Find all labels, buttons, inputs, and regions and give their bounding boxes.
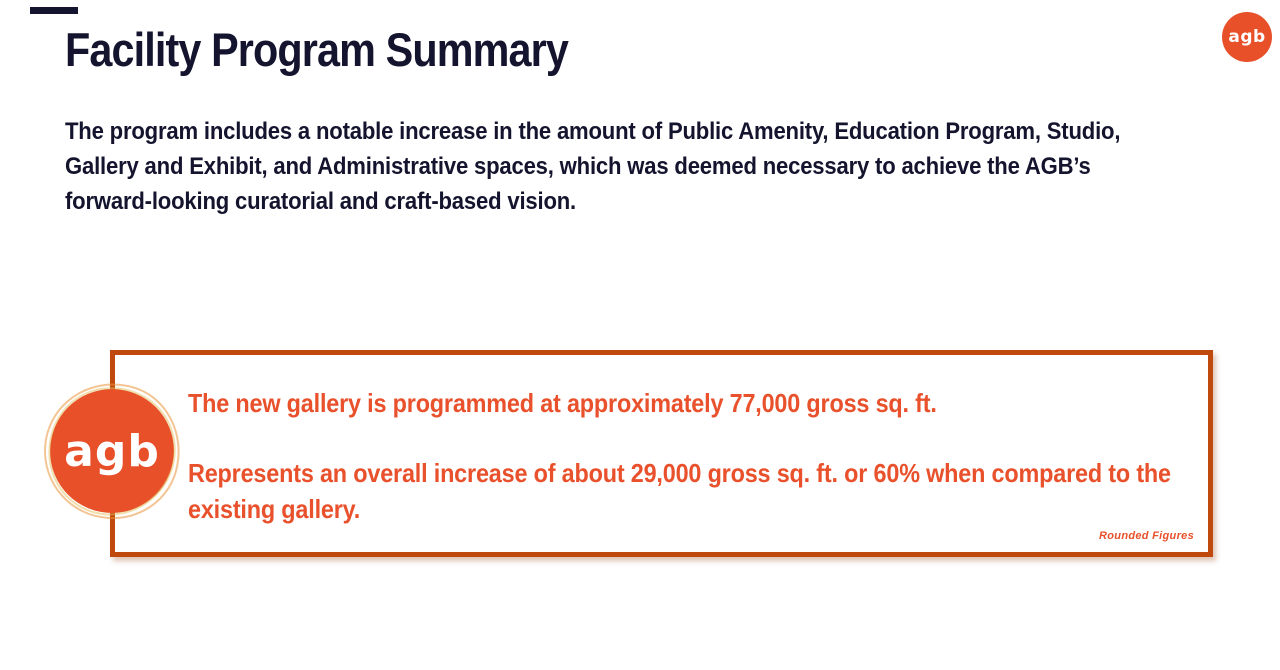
agb-logo-badge-text: agb [1228, 27, 1266, 47]
agb-logo-badge [1222, 12, 1272, 62]
callout-statement-2 [188, 455, 1280, 527]
intro-paragraph [65, 114, 1212, 219]
slide-edge-mark [30, 7, 78, 14]
callout-statement-2-line: Represents an overall increase of about 29,000 gross sq. ft. or 60% when compared to the [188, 458, 1171, 488]
callout-statement-2-line: existing gallery. [188, 494, 361, 524]
callout-statement-1-text: The new gallery is programmed at approximately 77,000 gross sq. ft. [188, 388, 937, 418]
rounded-figures-footnote: Rounded Figures [1099, 530, 1194, 542]
intro-line: The program includes a notable increase in the amount of Public Amenity, Education Program, Studio, [65, 118, 1121, 145]
callout-box [110, 350, 1213, 557]
callout-statement-1 [188, 385, 1020, 421]
agb-logo [50, 389, 174, 513]
intro-line: forward-looking curatorial and craft-based vision. [65, 188, 577, 215]
page-title: Facility Program Summary [65, 23, 568, 76]
intro-line: Gallery and Exhibit, and Administrative spaces, which was deemed necessary to achieve the AGB’s [65, 153, 1091, 180]
agb-logo-text: agb [64, 425, 160, 477]
